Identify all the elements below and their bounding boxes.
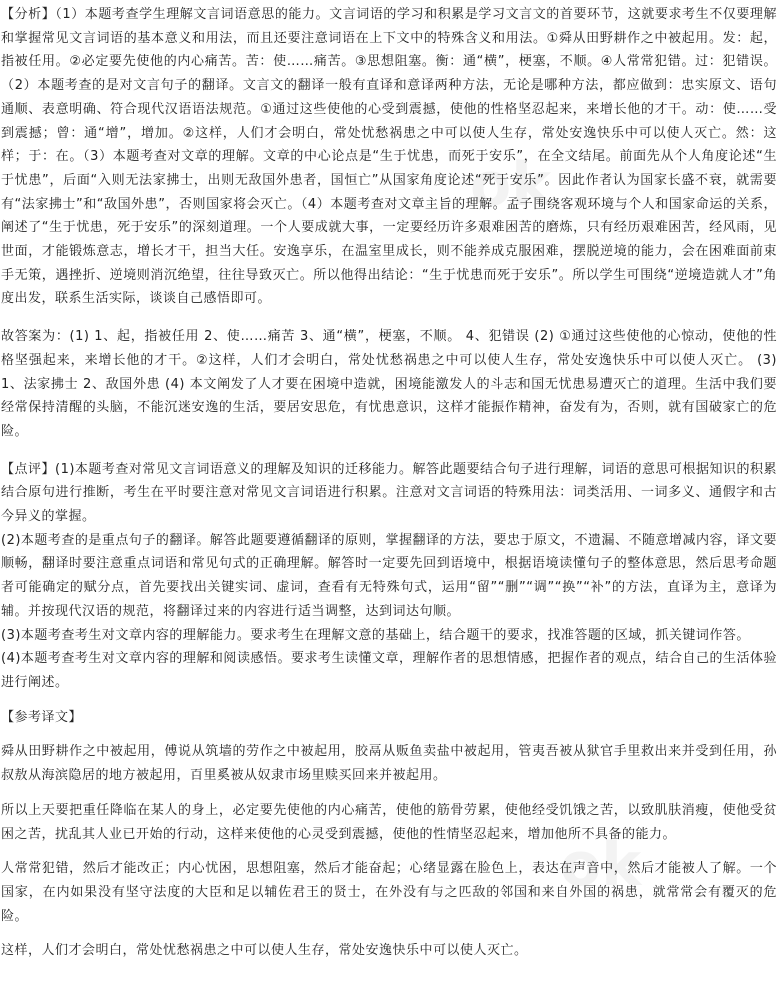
answer-explanation-page: ok ok 【分析】（1）本题考查学生理解文言词语意思的能力。文言词语的学习和积累是学习文言文的首要环节，这就要求考生不仅要理解和掌握常见文言词语的基本意义和用法，而且还要注意词语在上下文中的特殊含义和用法。①舜从田野耕作之中被起用。发：起，指被任用。②必定要先使他的内心痛苦。苦：使……痛苦。③思想阻塞。衡：通“横”，梗塞，不顺。④人常常犯错。过：犯错误。（2）本题考查的是对文言句子的翻译。文言文的翻译一般有直译和意译两种方法，无论是哪种方法，都应做到：忠实原文、语句通顺、表意明确、符合现代汉语语法规范。①通过这些使他的心受到震撼，使他的性格坚忍起来，来增长他的才干。动：使……受到震撼；曾：通“增”，增加。②这样，人们才会明白，常处忧愁祸患之中可以使人生存，常处安逸快乐中可以使人灭亡。然：这样；于：在。（3）本题考查对文章的理解。文章的中心论点是“生于忧患，而死于安乐”，在全文结尾。前面先从个人角度论述“生于忧患”，后面“入则无法家拂士，出则无敌国外患者，国恒亡”从国家角度论述“死于安乐”。因此作者认为国家长盛不衰，就需要有“法家拂士”和“敌国外患”，否则国家将会灭亡。（4）本题考查对文章主旨的理解。孟子围绕客观环境与个人和国家命运的关系，阐述了“生于忧患，死于安乐”的深刻道理。一个人要成就大事，一定要经历许多艰难困苦的磨炼，只有经历艰难困苦，经风雨，见世面，才能锻炼意志，增长才干，担当大任。安逸享乐，在温室里成长，则不能养成克服困难，摆脱逆境的能力，会在困难面前束手无策，遇挫折、逆境则消沉绝望，往往导致灭亡。所以他得出结论：“生于忧患而死于安乐”。所以学生可围绕“逆境造就人才”角度出发，联系生活实际，谈谈自己感悟即可。 故答案为：(1) 1、起，指被任用 2、使……痛苦 3、通“横”，梗塞，不顺。 4、犯错误 (2) ①通过这些使他的心惊动，使他的性格坚强起来，来增长他的才干。②这样，人们才会明白，常处忧愁祸患之中可以使人生存，常处安逸快乐中可以使人灭亡。 (3) 1、法家拂士 2、敌国外患 (4) 本文阐发了人才要在困境中造就，困境能激发人的斗志和国无忧患易遭灭亡的道理。生活中我们要经常保持清醒的头脑，不能沉迷安逸的生活，要居安思危，有忧患意识，这样才能振作精神，奋发有为，否则，就有国破家亡的危险。 【点评】(1)本题考查对常见文言词语意义的理解及知识的迁移能力。解答此题要结合句子进行理解，词语的意思可根据知识的积累结合原句进行推断，考生在平时要注意对常见文言词语进行积累。注意对文言词语的特殊用法：词类活用、一词多义、通假字和古今异义的掌握。 (2)本题考查的是重点句子的翻译。解答此题要遵循翻译的原则，掌握翻译的方法，要忠于原文，不遗漏、不随意增减内容，译文要顺畅，翻译时要注意重点词语和常见句式的正确理解。解答时一定要先回到语境中，根据语境读懂句子的整体意思，然后思考命题者可能确定的赋分点，首先要找出关键实词、虚词，查看有无特殊句式，运用“留”“删”“调”“换”“补”的方法，直译为主，意译为辅。并按现代汉语的规范，将翻译过来的内容进行适当调整，达到词达句顺。 (3)本题考查考生对文章内容的理解能力。要求考生在理解文意的基础上，结合题干的要求，找准答题的区域，抓关键词作答。 (4)本题考查考生对文章内容的理解和阅读感悟。要求考生读懂文章，理解作者的思想情感，把握作者的观点，结合自己的生活体验进行阐述。 【参考译文】 舜从田野耕作之中被起用，傅说从筑墙的劳作之中被起用，胶鬲从贩鱼卖盐中被起用，管夷吾被从狱官手里救出来并受到任用，孙叔敖从海滨隐居的地方被起用，百里奚被从奴隶市场里赎买回来并被起用。 所以上天要把重任降临在某人的身上，必定要先使他的内心痛苦，使他的筋骨劳累，使他经受饥饿之苦，以致肌肤消瘦，使他受贫困之苦，扰乱其人业已开始的行动，这样来使他的心灵受到震撼，使他的性情坚忍起来，增加他所不具备的能力。 人常常犯错，然后才能改正；内心忧困，思想阻塞，然后才能奋起；心绪显露在脸色上，表达在声音中，然后才能被人了解。一个国家，在内如果没有坚守法度的大臣和足以辅佐君王的贤士，在外没有与之匹敌的邻国和来自外国的祸患，就常常会有覆灭的危险。 这样，人们才会明白，常处忧愁祸患之中可以使人生存，常处安逸快乐中可以使人灭亡。 [0, 0, 780, 963]
answer-paragraph: 故答案为：(1) 1、起，指被任用 2、使……痛苦 3、通“横”，梗塞，不顺。 4、犯错误 (2) ①通过这些使他的心惊动，使他的性格坚强起来，来增长他的才干。②这样，人们才会明白，常处忧愁祸患之中可以使人生存，常处安逸快乐中可以使人灭亡。 (3) 1、法家拂士 2、敌国外患 (4) 本文阐发了人才要在困境中造就，困境能激发人的斗志和国无忧患易遭灭亡的道理。生活中我们要经常保持清醒的头脑，不能沉迷安逸的生活，要居安思危，有忧患意识，这样才能振作精神，奋发有为，否则，就有国破家亡的危险。 [1, 329, 777, 439]
comment-paragraph-3: (3)本题考查考生对文章内容的理解能力。要求考生在理解文意的基础上，结合题干的要求，找准答题的区域，抓关键词作答。 [1, 627, 750, 643]
translation-heading: 【参考译文】 [1, 709, 83, 725]
comment-paragraph-4: (4)本题考查考生对文章内容的理解和阅读感悟。要求考生读懂文章，理解作者的思想情感，把握作者的观点，结合自己的生活体验进行阐述。 [1, 651, 777, 690]
analysis-paragraph: 【分析】（1）本题考查学生理解文言词语意思的能力。文言词语的学习和积累是学习文言文的首要环节，这就要求考生不仅要理解和掌握常见文言词语的基本意义和用法，而且还要注意词语在上下文中的特殊含义和用法。①舜从田野耕作之中被起用。发：起，指被任用。②必定要先使他的内心痛苦。苦：使……痛苦。③思想阻塞。衡：通“横”，梗塞，不顺。④人常常犯错。过：犯错误。（2）本题考查的是对文言句子的翻译。文言文的翻译一般有直译和意译两种方法，无论是哪种方法，都应做到：忠实原文、语句通顺、表意明确、符合现代汉语语法规范。①通过这些使他的心受到震撼，使他的性格坚忍起来，来增长他的才干。动：使……受到震撼；曾：通“增”，增加。②这样，人们才会明白，常处忧愁祸患之中可以使人生存，常处安逸快乐中可以使人灭亡。然：这样；于：在。（3）本题考查对文章的理解。文章的中心论点是“生于忧患，而死于安乐”，在全文结尾。前面先从个人角度论述“生于忧患”，后面“入则无法家拂士，出则无敌国外患者，国恒亡”从国家角度论述“死于安乐”。因此作者认为国家长盛不衰，就需要有“法家拂士”和“敌国外患”，否则国家将会灭亡。（4）本题考查对文章主旨的理解。孟子围绕客观环境与个人和国家命运的关系，阐述了“生于忧患，死于安乐”的深刻道理。一个人要成就大事，一定要经历许多艰难困苦的磨炼，只有经历艰难困苦，经风雨，见世面，才能锻炼意志，增长才干，担当大任。安逸享乐，在温室里成长，则不能养成克服困难，摆脱逆境的能力，会在困难面前束手无策，遇挫折、逆境则消沉绝望，往往导致灭亡。所以他得出结论：“生于忧患而死于安乐”。所以学生可围绕“逆境造就人才”角度出发，联系生活实际，谈谈自己感悟即可。 [1, 7, 777, 307]
translation-paragraph-2: 所以上天要把重任降临在某人的身上，必定要先使他的内心痛苦，使他的筋骨劳累，使他经受饥饿之苦，以致肌肤消瘦，使他受贫困之苦，扰乱其人业已开始的行动，这样来使他的心灵受到震撼，使他的性情坚忍起来，增加他所不具备的能力。 [1, 802, 777, 842]
translation-paragraph-1: 舜从田野耕作之中被起用，傅说从筑墙的劳作之中被起用，胶鬲从贩鱼卖盐中被起用，管夷吾被从狱官手里救出来并受到任用，孙叔敖从海滨隐居的地方被起用，百里奚被从奴隶市场里赎买回来并被起用。 [1, 744, 777, 784]
comment-paragraph-1: 【点评】(1)本题考查对常见文言词语意义的理解及知识的迁移能力。解答此题要结合句子进行理解，词语的意思可根据知识的积累结合原句进行推断，考生在平时要注意对常见文言词语进行积累。注意对文言词语的特殊用法：词类活用、一词多义、通假字和古今异义的掌握。 [1, 461, 777, 525]
translation-paragraph-3: 人常常犯错，然后才能改正；内心忧困，思想阻塞，然后才能奋起；心绪显露在脸色上，表达在声音中，然后才能被人了解。一个国家，在内如果没有坚守法度的大臣和足以辅佐君王的贤士，在外没有与之匹敌的邻国和来自外国的祸患，就常常会有覆灭的危险。 [1, 861, 777, 924]
comment-paragraph-2: (2)本题考查的是重点句子的翻译。解答此题要遵循翻译的原则，掌握翻译的方法，要忠于原文，不遗漏、不随意增减内容，译文要顺畅，翻译时要注意重点词语和常见句式的正确理解。解答时一定要先回到语境中，根据语境读懂句子的整体意思，然后思考命题者可能确定的赋分点，首先要找出关键实词、虚词，查看有无特殊句式，运用“留”“删”“调”“换”“补”的方法，直译为主，意译为辅。并按现代汉语的规范，将翻译过来的内容进行适当调整，达到词达句顺。 [1, 532, 777, 619]
translation-paragraph-4: 这样，人们才会明白，常处忧愁祸患之中可以使人生存，常处安逸快乐中可以使人灭亡。 [1, 943, 528, 959]
